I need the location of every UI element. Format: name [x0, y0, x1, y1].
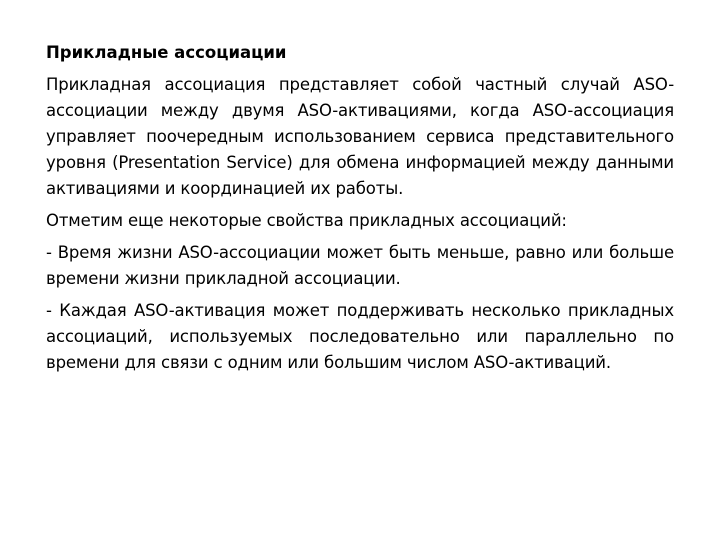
document-title: Прикладные ассоциации — [46, 43, 287, 62]
paragraph-definition: Прикладная ассоциация представляет собой частный случай ASO-ассоциации между двумя ASO-активациями, когда ASO-ассоциация управляет поочередным использованием сервиса представительного уровня (Presentation Service) для обмена информацией между данными активациями и координацией их работы. — [46, 75, 674, 198]
paragraph-properties-intro: Отметим еще некоторые свойства прикладных ассоциаций: — [46, 211, 567, 230]
slide-content — [46, 40, 674, 382]
paragraph-property-lifetime: - Время жизни ASO-ассоциации может быть меньше, равно или больше времени жизни прикладной ассоциации. — [46, 243, 674, 288]
paragraph-property-multiple: - Каждая ASO-активация может поддерживать несколько прикладных ассоциаций, используемых последовательно или параллельно по времени для связи с одним или большим числом ASO-активаций. — [46, 301, 674, 372]
